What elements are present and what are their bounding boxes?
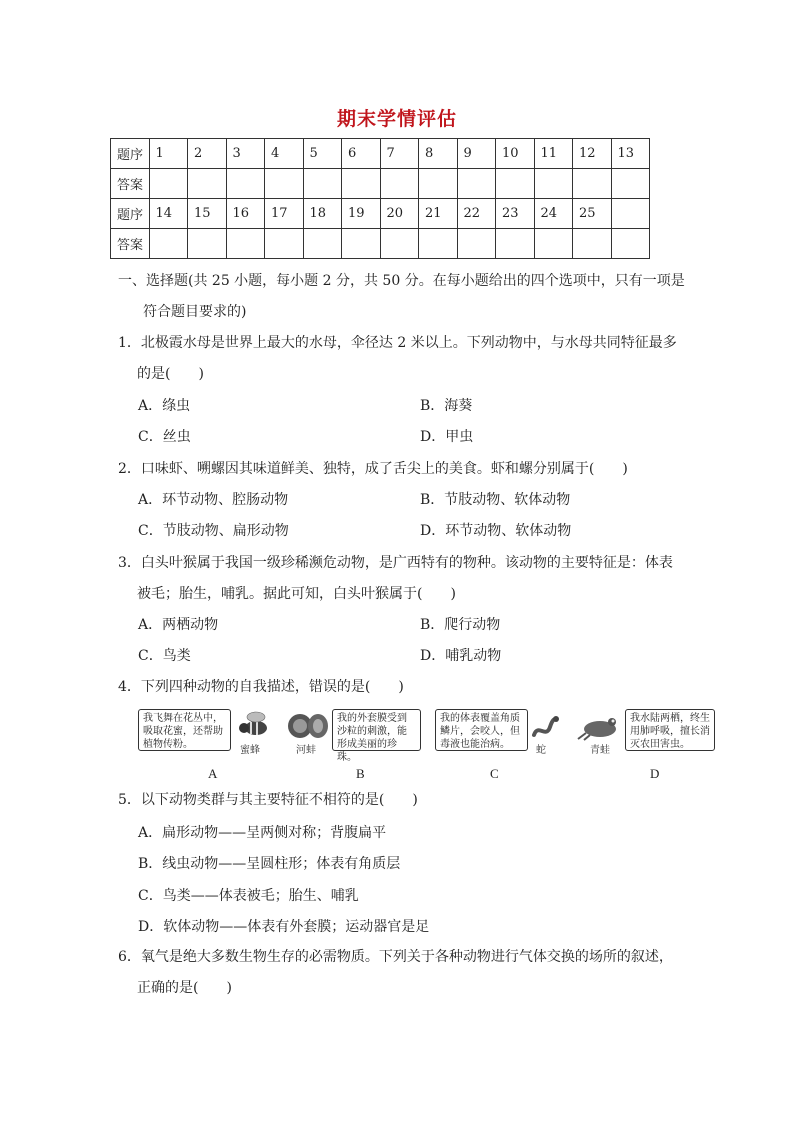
answer-cell[interactable] bbox=[149, 169, 188, 199]
section-heading-line: 符合题目要求的) bbox=[143, 304, 247, 320]
table-cell: 17 bbox=[265, 199, 304, 229]
table-cell: 11 bbox=[534, 139, 573, 169]
option-b[interactable]: B．海葵 bbox=[420, 398, 473, 414]
answer-cell[interactable] bbox=[457, 229, 496, 259]
table-cell: 24 bbox=[534, 199, 573, 229]
option-b[interactable]: B．线虫动物——呈圆柱形；体表有角质层 bbox=[138, 856, 401, 872]
answer-cell[interactable] bbox=[342, 169, 381, 199]
table-cell: 16 bbox=[226, 199, 265, 229]
table-cell: 5 bbox=[303, 139, 342, 169]
answer-cell[interactable] bbox=[611, 169, 650, 199]
question-text: 4．下列四种动物的自我描述，错误的是( ) bbox=[118, 679, 404, 695]
question-5-stem bbox=[118, 785, 688, 816]
option-c[interactable]: C．节肢动物、扁形动物 bbox=[138, 523, 289, 539]
question-3-stem bbox=[118, 548, 688, 610]
option-d[interactable]: D．环节动物、软体动物 bbox=[420, 523, 572, 539]
option-d[interactable]: D．哺乳动物 bbox=[420, 648, 502, 664]
table-cell: 23 bbox=[496, 199, 535, 229]
answer-cell[interactable] bbox=[380, 169, 419, 199]
question-text: 6．氧气是绝大多数生物生存的必需物质。下列关于各种动物进行气体交换的场所的叙述， bbox=[118, 949, 673, 965]
option-c[interactable]: C．丝虫 bbox=[138, 429, 191, 445]
speech-bubble-b: 我的外套膜受到沙粒的刺激，能形成美丽的珍珠。 bbox=[332, 709, 421, 751]
table-row bbox=[111, 139, 650, 169]
table-row bbox=[111, 229, 650, 259]
question-text: 被毛；胎生，哺乳。据此可知，白头叶猴属于( ) bbox=[137, 586, 456, 602]
table-cell: 1 bbox=[149, 139, 188, 169]
table-cell: 8 bbox=[419, 139, 458, 169]
table-cell: 20 bbox=[380, 199, 419, 229]
page-title: 期末学情评估 bbox=[336, 108, 457, 130]
answer-cell[interactable] bbox=[380, 229, 419, 259]
answer-cell[interactable] bbox=[573, 169, 612, 199]
option-c[interactable]: C．鸟类 bbox=[138, 648, 191, 664]
answer-cell[interactable] bbox=[573, 229, 612, 259]
picture-label-d[interactable]: D bbox=[650, 766, 660, 781]
answer-cell[interactable] bbox=[419, 229, 458, 259]
question-2-stem bbox=[118, 454, 688, 485]
table-cell: 22 bbox=[457, 199, 496, 229]
answer-cell[interactable] bbox=[226, 229, 265, 259]
table-cell: 4 bbox=[265, 139, 304, 169]
answer-cell[interactable] bbox=[534, 169, 573, 199]
animal-name-b: 河蚌 bbox=[296, 745, 316, 756]
table-cell: 10 bbox=[496, 139, 535, 169]
speech-bubble-c: 我的体表覆盖角质鳞片，会咬人，但毒液也能治病。 bbox=[435, 709, 528, 751]
answer-cell[interactable] bbox=[534, 229, 573, 259]
table-row-label: 答案 bbox=[111, 169, 150, 199]
answer-cell[interactable] bbox=[496, 229, 535, 259]
table-cell: 13 bbox=[611, 139, 650, 169]
option-a[interactable]: A．扁形动物——呈两侧对称；背腹扁平 bbox=[138, 825, 387, 841]
question-text: 5．以下动物类群与其主要特征不相符的是( ) bbox=[118, 792, 418, 808]
speech-bubble-d: 我水陆两栖，终生用肺呼吸，擅长消灭农田害虫。 bbox=[625, 709, 715, 751]
question-4-stem bbox=[118, 672, 688, 703]
table-row bbox=[111, 199, 650, 229]
answer-cell[interactable] bbox=[419, 169, 458, 199]
table-cell: 25 bbox=[573, 199, 612, 229]
speech-bubble-a: 我飞舞在花丛中，吸取花蜜，还帮助植物传粉。 bbox=[138, 709, 231, 751]
option-a[interactable]: A．绦虫 bbox=[138, 398, 191, 414]
table-cell: 12 bbox=[573, 139, 612, 169]
answer-cell[interactable] bbox=[303, 229, 342, 259]
answer-cell[interactable] bbox=[226, 169, 265, 199]
table-cell: 14 bbox=[149, 199, 188, 229]
option-d[interactable]: D．软体动物——体表有外套膜；运动器官是足 bbox=[138, 919, 430, 935]
table-cell: 2 bbox=[188, 139, 227, 169]
section-heading bbox=[118, 266, 693, 328]
answer-cell[interactable] bbox=[496, 169, 535, 199]
question-text: 正确的是( ) bbox=[137, 980, 232, 996]
table-cell: 21 bbox=[419, 199, 458, 229]
answer-cell[interactable] bbox=[457, 169, 496, 199]
table-cell: 7 bbox=[380, 139, 419, 169]
option-c[interactable]: C．鸟类——体表被毛；胎生、哺乳 bbox=[138, 888, 359, 904]
answer-table bbox=[110, 138, 650, 259]
table-cell: 9 bbox=[457, 139, 496, 169]
answer-cell[interactable] bbox=[188, 169, 227, 199]
question-text: 2．口味虾、嗍螺因其味道鲜美、独特，成了舌尖上的美食。虾和螺分别属于( ) bbox=[118, 461, 628, 477]
bee-icon bbox=[234, 711, 272, 741]
question-1-stem bbox=[118, 328, 688, 390]
picture-label-b[interactable]: B bbox=[356, 766, 365, 781]
table-cell: 18 bbox=[303, 199, 342, 229]
table-cell: 6 bbox=[342, 139, 381, 169]
answer-cell[interactable] bbox=[149, 229, 188, 259]
question-4-pictures bbox=[138, 709, 718, 769]
table-cell: 3 bbox=[226, 139, 265, 169]
answer-cell[interactable] bbox=[611, 229, 650, 259]
table-row-label: 题序 bbox=[111, 199, 150, 229]
animal-name-a: 蜜蜂 bbox=[240, 745, 260, 756]
table-cell: 15 bbox=[188, 199, 227, 229]
question-text: 1．北极霞水母是世界上最大的水母，伞径达 2 米以上。下列动物中，与水母共同特征最多 bbox=[118, 335, 677, 351]
table-row bbox=[111, 169, 650, 199]
picture-label-c[interactable]: C bbox=[490, 766, 499, 781]
table-cell: 19 bbox=[342, 199, 381, 229]
table-row-label: 答案 bbox=[111, 229, 150, 259]
table-row-label: 题序 bbox=[111, 139, 150, 169]
option-d[interactable]: D．甲虫 bbox=[420, 429, 474, 445]
answer-cell[interactable] bbox=[265, 229, 304, 259]
table-cell bbox=[611, 199, 650, 229]
mussel-icon bbox=[286, 712, 330, 740]
picture-label-a[interactable]: A bbox=[208, 766, 218, 781]
question-text: 的是( ) bbox=[137, 366, 204, 382]
option-a[interactable]: A．两栖动物 bbox=[138, 617, 219, 633]
section-heading-line: 一、选择题(共 25 小题，每小题 2 分，共 50 分。在每小题给出的四个选项中，只有一项是 bbox=[118, 273, 685, 289]
question-6-stem bbox=[118, 942, 688, 1004]
answer-cell[interactable] bbox=[303, 169, 342, 199]
answer-cell[interactable] bbox=[265, 169, 304, 199]
option-b[interactable]: B．节肢动物、软体动物 bbox=[420, 492, 571, 508]
option-b[interactable]: B．爬行动物 bbox=[420, 617, 501, 633]
animal-name-d: 青蛙 bbox=[590, 745, 610, 756]
question-text: 3．白头叶猴属于我国一级珍稀濒危动物，是广西特有的物种。该动物的主要特征是：体表 bbox=[118, 555, 673, 571]
answer-cell[interactable] bbox=[188, 229, 227, 259]
snake-icon bbox=[530, 715, 560, 741]
frog-icon bbox=[576, 713, 624, 741]
option-a[interactable]: A．环节动物、腔肠动物 bbox=[138, 492, 289, 508]
animal-name-c: 蛇 bbox=[536, 745, 546, 756]
answer-cell[interactable] bbox=[342, 229, 381, 259]
